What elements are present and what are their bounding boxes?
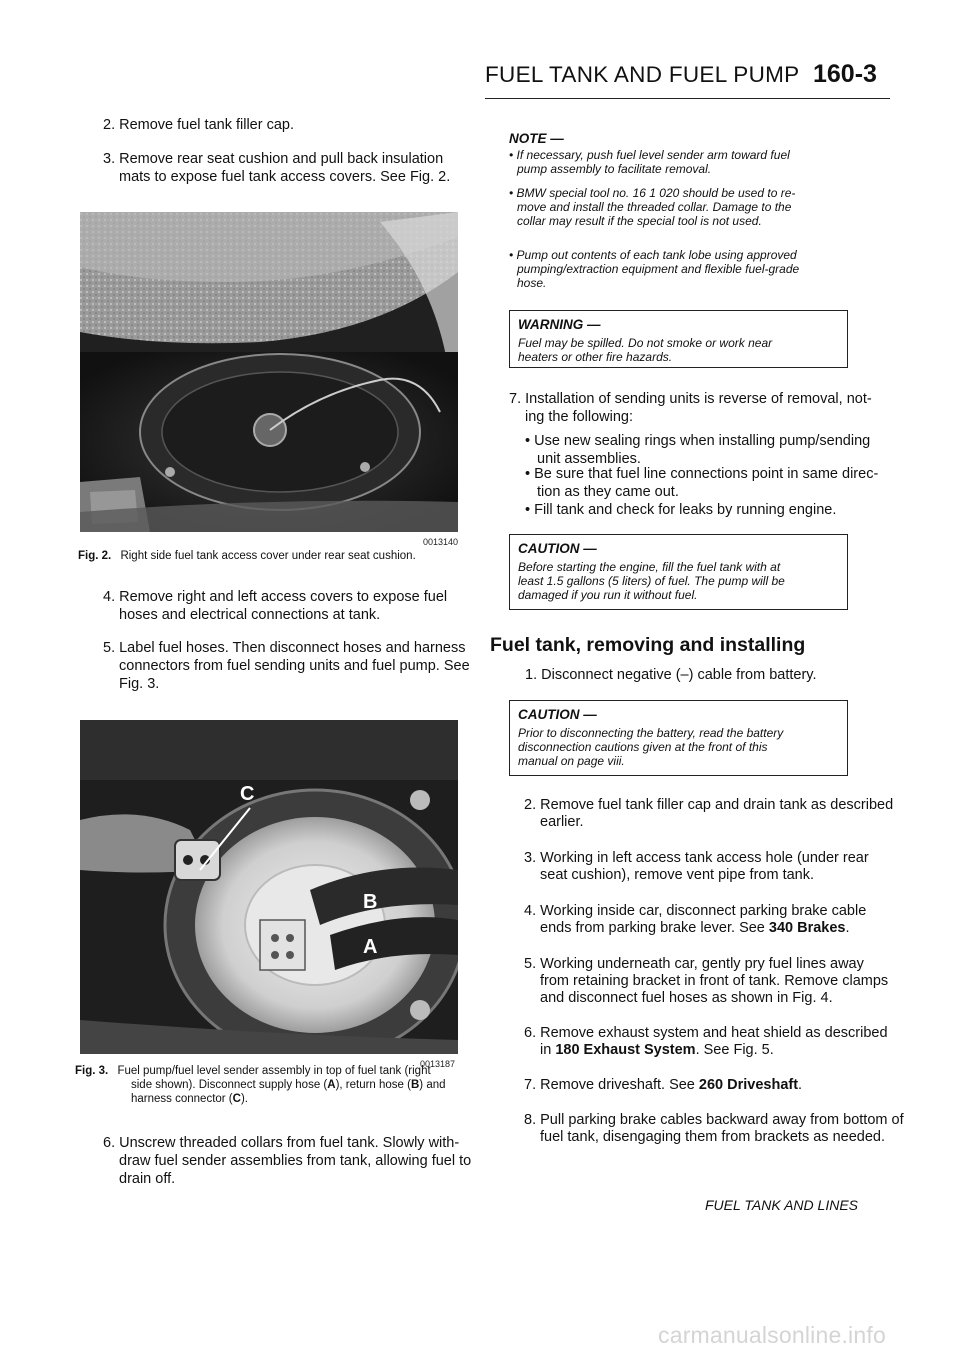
caution-2-heading: CAUTION — — [518, 707, 597, 722]
brakes-reference: 340 Brakes — [768, 920, 846, 936]
right-step-2-line1: 2. Remove fuel tank filler cap and drain tank as described — [524, 797, 894, 813]
caution-1-line2: least 1.5 gallons (5 liters) of fuel. The pump will be — [518, 574, 785, 588]
caution-2-line2: disconnection cautions given at the front of this — [518, 740, 768, 754]
right-step-4-line2 — [540, 919, 850, 937]
caution-1-line1: Before starting the engine, fill the fuel tank with at — [518, 560, 781, 574]
right-step-1: 1. Disconnect negative (–) cable from battery. — [525, 667, 817, 683]
bullet-2-line2: tion as they came out. — [537, 484, 679, 500]
bullet-3: • Fill tank and check for leaks by running engine. — [525, 502, 837, 518]
warning-box — [509, 310, 848, 368]
right-step-6-line1: 6. Remove exhaust system and heat shield as described — [524, 1025, 888, 1041]
page-header — [485, 60, 890, 100]
fig3-label: Fig. 3. — [75, 1065, 109, 1077]
fig3-caption — [75, 1064, 470, 1106]
right-step-3-line1: 3. Working in left access tank access hole (under rear — [524, 850, 869, 866]
fig3-label-b: B — [363, 891, 378, 913]
fig3-caption-line3b: ). — [240, 1093, 248, 1105]
note-2-line2: move and install the threaded collar. Damage to the — [517, 200, 792, 214]
right-step-5-line1: 5. Working underneath car, gently pry fuel lines away — [524, 956, 864, 972]
right-step-6-line2 — [540, 1041, 774, 1059]
fig3-image-number: 0013187 — [420, 1059, 456, 1069]
warning-heading: WARNING — — [518, 317, 601, 332]
bullet-1-line1: • Use new sealing rings when installing pump/sending — [525, 433, 871, 449]
note-2-line3: collar may result if the special tool is not used. — [517, 214, 762, 228]
right-step-7b-text: 7. Remove driveshaft. See — [524, 1077, 699, 1093]
left-step-2: 2. Remove fuel tank filler cap. — [103, 117, 295, 133]
driveshaft-reference: 260 Driveshaft — [698, 1077, 799, 1093]
watermark: carmanualsonline.info — [658, 1322, 886, 1348]
fig2-caption-text: Right side fuel tank access cover under rear seat cushion. — [120, 550, 416, 562]
right-step-5-line3: and disconnect fuel hoses as shown in Fig. 4. — [540, 990, 833, 1006]
note-1-line1: • If necessary, push fuel level sender arm toward fuel — [509, 148, 790, 162]
right-step-3-line2: seat cushion), remove vent pipe from tank. — [540, 867, 815, 883]
section-title: Fuel tank, removing and installing — [490, 634, 806, 656]
note-1-line2: pump assembly to facilitate removal. — [517, 162, 712, 176]
header-rule — [485, 98, 890, 99]
fig3-caption-line3a: harness connector ( — [131, 1093, 233, 1105]
left-step-6-line2: draw fuel sender assemblies from tank, allowing fuel to — [119, 1153, 472, 1169]
right-step-4-end: . — [845, 920, 850, 936]
fig3-caption-a: A — [327, 1079, 336, 1091]
note-2-line1: • BMW special tool no. 16 1 020 should be used to re- — [509, 186, 796, 200]
right-step-7-line1: 7. Installation of sending units is reverse of removal, not- — [509, 391, 872, 407]
fig2-illustration — [80, 212, 458, 532]
bullet-2-line1: • Be sure that fuel line connections point in same direc- — [525, 466, 879, 482]
fig3-caption-line2a: side shown). Disconnect supply hose ( — [131, 1079, 328, 1091]
right-step-2-line2: earlier. — [540, 814, 584, 830]
right-step-7b-end: . — [798, 1077, 803, 1093]
left-step-3-line2: mats to expose fuel tank access covers. See Fig. 2. — [119, 169, 451, 185]
exhaust-reference: 180 Exhaust System — [555, 1042, 696, 1058]
caution-2-line1: Prior to disconnecting the battery, read the battery — [518, 726, 784, 740]
right-step-8-line1: 8. Pull parking brake cables backward away from bottom of — [524, 1112, 904, 1128]
caution-box-1 — [509, 534, 848, 610]
fig2-photo — [80, 212, 458, 532]
header-title: FUEL TANK AND FUEL PUMP — [485, 62, 800, 87]
fig3-illustration — [80, 720, 458, 1054]
footer-section-name: FUEL TANK AND LINES — [705, 1197, 859, 1213]
note-heading: NOTE — — [509, 131, 564, 146]
note-2 — [509, 186, 795, 228]
caution-1-heading: CAUTION — — [518, 541, 597, 556]
right-step-6-text: in — [540, 1042, 556, 1058]
left-step-5-line3: Fig. 3. — [119, 676, 160, 692]
note-3-line2: pumping/extraction equipment and flexible fuel-grade — [517, 262, 800, 276]
bullet-1-line2: unit assemblies. — [537, 451, 641, 467]
fig3-caption-c: C — [232, 1093, 241, 1105]
right-step-7-line2: ing the following: — [525, 409, 634, 425]
fig3-caption-line2c: ) and — [419, 1079, 446, 1091]
fig2-caption — [78, 549, 416, 563]
left-step-4-line1: 4. Remove right and left access covers to expose fuel — [103, 589, 448, 605]
note-3-line1: • Pump out contents of each tank lobe using approved — [509, 248, 797, 262]
caution-box-2 — [509, 700, 848, 776]
fig2-image-number: 0013140 — [423, 537, 459, 547]
note-1 — [509, 148, 790, 176]
fig2-label: Fig. 2. — [78, 550, 112, 562]
left-step-5-line1: 5. Label fuel hoses. Then disconnect hoses and harness — [103, 640, 466, 656]
fig3-caption-line2b: ), return hose ( — [335, 1079, 411, 1091]
fig3-caption-b: B — [410, 1079, 420, 1091]
left-step-3-line1: 3. Remove rear seat cushion and pull back insulation — [103, 151, 444, 167]
warning-line2: heaters or other fire hazards. — [518, 350, 673, 364]
left-step-6-line1: 6. Unscrew threaded collars from fuel tank. Slowly with- — [103, 1135, 460, 1151]
left-step-6-line3: drain off. — [119, 1171, 176, 1187]
right-step-4-text: ends from parking brake lever. See — [540, 920, 769, 936]
right-step-7b — [524, 1076, 802, 1094]
right-step-4-line1: 4. Working inside car, disconnect parking brake cable — [524, 903, 867, 919]
right-step-5-line2: from retaining bracket in front of tank. Remove clamps — [540, 973, 889, 989]
header-page-number: 160-3 — [813, 60, 877, 88]
left-step-4-line2: hoses and electrical connections at tank. — [119, 607, 381, 623]
caution-1-line3: damaged if you run it without fuel. — [518, 588, 698, 602]
fig3-caption-line1: Fuel pump/fuel level sender assembly in top of fuel tank (right — [117, 1065, 431, 1077]
right-step-6-end: . See Fig. 5. — [695, 1042, 774, 1058]
caution-2-line3: manual on page viii. — [518, 754, 625, 768]
note-3 — [509, 248, 799, 290]
warning-line1: Fuel may be spilled. Do not smoke or work near — [518, 336, 773, 350]
fig3-label-c: C — [240, 783, 255, 805]
right-step-8-line2: fuel tank, disengaging them from brackets as needed. — [540, 1129, 885, 1145]
left-step-5-line2: connectors from fuel sending units and fuel pump. See — [119, 658, 470, 674]
fig3-label-a: A — [363, 936, 378, 958]
fig3-photo — [80, 720, 458, 1054]
note-3-line3: hose. — [517, 276, 547, 290]
